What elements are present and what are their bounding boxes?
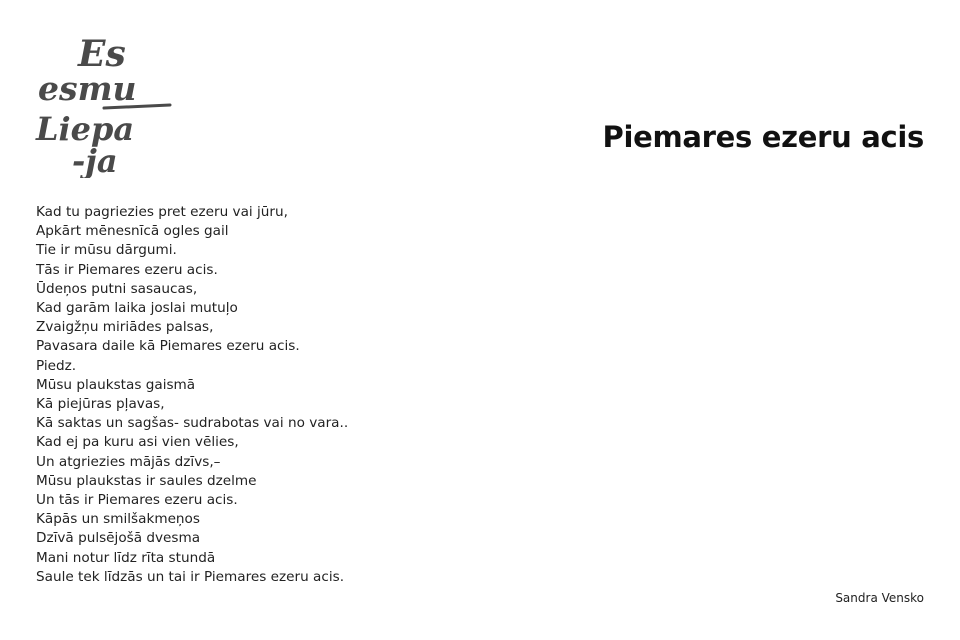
poem-line: Zvaigžņu miriādes palsas, bbox=[36, 319, 214, 336]
poem-line: Mūsu plaukstas ir saules dzelme bbox=[36, 472, 257, 489]
logo-line-ja: -ja bbox=[72, 142, 118, 178]
poem-line: Kad tu pagriezies pret ezeru vai jūru, bbox=[36, 204, 288, 220]
poem-line: Mani notur līdz rīta stundā bbox=[36, 549, 216, 566]
es-esmu-liepaja-logo bbox=[34, 32, 174, 178]
poem-line: Kad ej pa kuru asi vien vēlies, bbox=[36, 434, 239, 451]
poem-line: Un tās ir Piemares ezeru acis. bbox=[36, 492, 238, 509]
poem-line: Kad garām laika joslai mutuļo bbox=[36, 300, 238, 317]
author-name: Sandra Vensko bbox=[835, 591, 924, 605]
poem-line: Pavasara daile kā Piemares ezeru acis. bbox=[36, 338, 300, 355]
poem-line: Kā piejūras pļavas, bbox=[36, 396, 165, 413]
poem-line: Mūsu plaukstas gaismā bbox=[36, 376, 196, 393]
poem-line: Saule tek līdzās un tai ir Piemares ezeru acis. bbox=[36, 568, 345, 585]
poem-line: Tās ir Piemares ezeru acis. bbox=[36, 261, 218, 278]
poem-line: Ūdeņos putni sasaucas, bbox=[36, 280, 198, 297]
logo-line-liepa: Liepa bbox=[36, 110, 135, 148]
logo-lettering bbox=[34, 32, 174, 178]
poem-line: Kā saktas un sagšas- sudrabotas vai no vara.. bbox=[36, 415, 349, 432]
poem-line: Dzīvā pulsējošā dvesma bbox=[36, 530, 201, 547]
poem-line: Piedz. bbox=[36, 357, 77, 374]
logo-line-es: Es bbox=[78, 33, 126, 75]
poem-line: Tie ir mūsu dārgumi. bbox=[36, 242, 177, 259]
poem-line: Kāpās un smilšakmeņos bbox=[36, 511, 200, 528]
poem-title: Piemares ezeru acis bbox=[602, 120, 924, 154]
poem-body bbox=[36, 203, 348, 587]
poem-line: Un atgriezies mājās dzīvs,– bbox=[36, 453, 221, 470]
logo-line-esmu: esmu bbox=[38, 69, 137, 108]
poem-line: Apkārt mēnesnīcā ogles gail bbox=[36, 223, 229, 240]
